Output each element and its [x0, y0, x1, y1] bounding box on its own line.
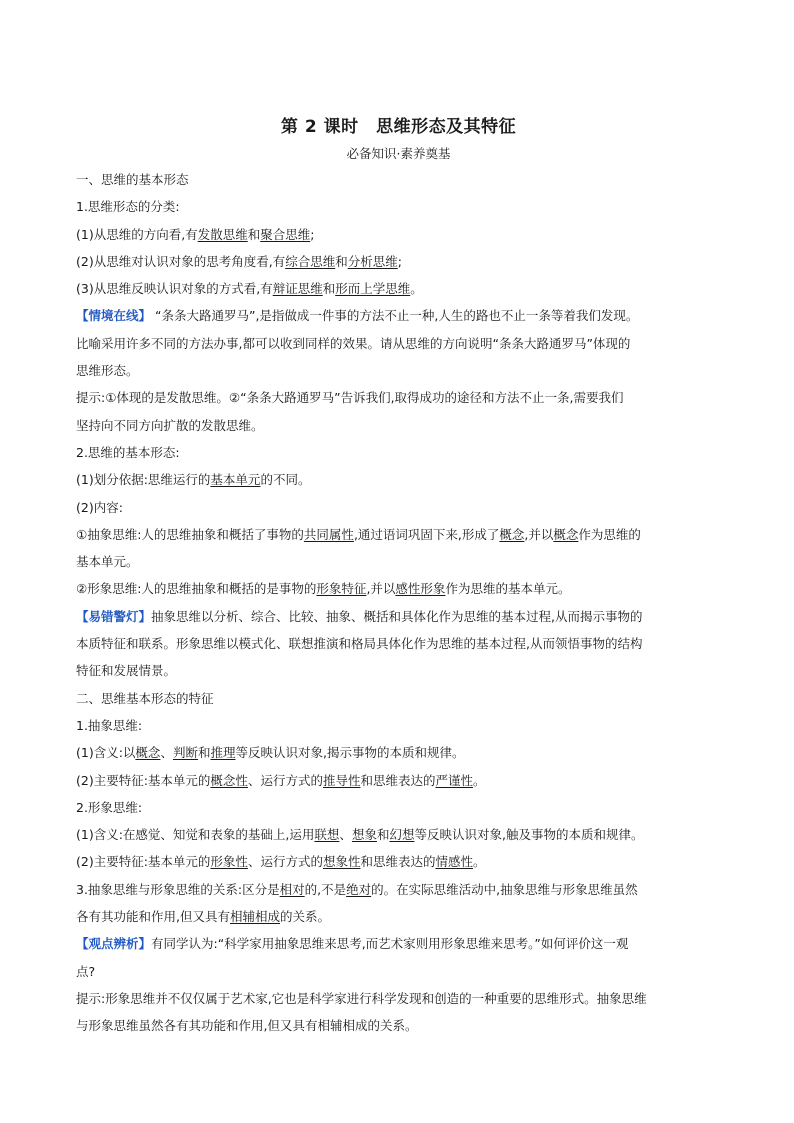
text-segment: 和思维表达的	[360, 854, 436, 870]
underlined-term: 想象性	[322, 854, 361, 870]
text-segment: 、	[339, 827, 352, 843]
text-segment: (1)划分依据:思维运行的	[76, 472, 211, 488]
text-segment: 一、思维的基本形态	[76, 172, 189, 187]
text-segment: 抽象思维以分析、综合、比较、抽象、概括和具体化作为思维的基本过程,从而揭示事物的	[151, 608, 643, 624]
text-segment: 比喻采用许多不同的方法办事,都可以收到同样的效果。请从思维的方向说明“条条大路通罗马”体现的	[76, 335, 631, 351]
text-line	[76, 767, 721, 794]
text-segment: (2)主要特征:基本单元的	[76, 854, 211, 870]
text-segment: 与形象思维虽然各有其功能和作用,但又具有相辅相成的关系。	[76, 1018, 418, 1034]
text-line	[76, 193, 721, 220]
underlined-term: 形象特征	[316, 581, 367, 597]
text-line	[76, 657, 721, 684]
text-segment: 、运行方式的	[247, 772, 323, 788]
text-segment: 2.形象思维:	[76, 799, 143, 815]
text-line	[76, 412, 721, 439]
text-segment: 二、思维基本形态的特征	[76, 690, 214, 706]
underlined-term: 概念	[553, 526, 579, 542]
text-segment: 、运行方式的	[247, 854, 323, 870]
text-line	[76, 712, 721, 739]
text-line	[76, 302, 721, 329]
callout-tag: 【观点辨析】	[76, 936, 152, 952]
text-segment: 的。在实际思维活动中,抽象思维与形象思维虽然	[371, 881, 638, 897]
underlined-term: 形而上学思维	[335, 281, 411, 297]
text-segment: 坚持向不同方向扩散的发散思维。	[76, 417, 264, 433]
text-segment: (1)从思维的方向看,有	[76, 226, 198, 242]
text-segment: 。	[473, 772, 486, 788]
text-segment: 各有其功能和作用,但又具有	[76, 909, 230, 925]
text-segment: “条条大路通罗马”,是指做成一件事的方法不止一种,人生的路也不止一条等着我们发现。	[151, 308, 639, 324]
text-line	[76, 494, 721, 521]
text-line	[76, 275, 721, 302]
text-segment: 提示:①体现的是发散思维。②“条条大路通罗马”告诉我们,取得成功的途径和方法不止一条,需要我们	[76, 390, 624, 406]
text-segment: 基本单元。	[76, 554, 139, 570]
text-line	[76, 221, 721, 248]
text-segment: 2.思维的基本形态:	[76, 444, 180, 460]
underlined-term: 绝对	[346, 881, 372, 897]
text-line	[76, 739, 721, 766]
text-segment: 。	[410, 281, 423, 297]
text-segment: ①抽象思维:人的思维抽象和概括了事物的	[76, 526, 304, 542]
callout-tag: 【情境在线】	[76, 308, 152, 324]
text-segment: (1)含义:在感觉、知觉和表象的基础上,运用	[76, 827, 315, 843]
text-line	[76, 958, 721, 985]
text-line	[76, 630, 721, 657]
text-line	[76, 575, 721, 602]
text-line	[76, 685, 721, 712]
text-segment: 1.抽象思维:	[76, 717, 143, 733]
text-line	[76, 821, 721, 848]
text-line	[76, 466, 721, 493]
text-segment: 和	[322, 281, 336, 297]
underlined-term: 概念性	[210, 772, 248, 788]
underlined-term: 严谨性	[435, 772, 473, 788]
text-line	[76, 794, 721, 821]
text-line	[76, 357, 721, 384]
underlined-term: 基本单元	[210, 472, 261, 488]
underlined-term: 共同属性	[303, 526, 354, 542]
text-line	[76, 876, 721, 903]
text-line	[76, 603, 721, 630]
underlined-term: 相对	[279, 881, 305, 897]
text-segment: 3.抽象思维与形象思维的关系:区分是	[76, 881, 280, 897]
underlined-term: 概念	[135, 745, 161, 761]
underlined-term: 相辅相成	[229, 909, 280, 925]
underlined-term: 发散思维	[197, 226, 248, 242]
text-segment: 点?	[76, 963, 96, 979]
underlined-term: 感性形象	[395, 581, 446, 597]
text-segment: ,并以	[366, 581, 396, 597]
text-segment: 的关系。	[280, 909, 331, 925]
text-segment: 提示:形象思维并不仅仅属于艺术家,它也是科学家进行科学发现和创造的一种重要的思维形式。抽象思维	[76, 990, 647, 1006]
text-line	[76, 521, 721, 548]
underlined-term: 形象性	[210, 854, 248, 870]
callout-tag: 【易错警灯】	[76, 608, 152, 624]
underlined-term: 聚合思维	[260, 226, 311, 242]
text-segment: (3)从思维反映认识对象的方式看,有	[76, 281, 273, 297]
text-segment: 等反映认识对象,触及事物的本质和规律。	[414, 827, 644, 843]
text-line	[76, 248, 721, 275]
lesson-title: 第 2 课时 思维形态及其特征	[280, 117, 517, 137]
underlined-term: 概念	[499, 526, 525, 542]
document-page	[76, 112, 721, 1040]
text-segment: 思维形态。	[76, 363, 139, 379]
text-segment: ,通过语词巩固下来,形成了	[353, 526, 500, 542]
text-line	[76, 1012, 721, 1039]
text-segment: 作为思维的基本单元。	[445, 581, 571, 597]
underlined-term: 想象	[351, 827, 377, 843]
text-line	[76, 330, 721, 357]
text-segment: 和思维表达的	[360, 772, 436, 788]
text-segment: 和	[376, 827, 390, 843]
text-segment: 和	[335, 253, 348, 269]
text-segment: (1)含义:以	[76, 745, 136, 761]
text-segment: (2)内容:	[76, 499, 123, 515]
text-line	[76, 384, 721, 411]
underlined-term: 联想	[314, 827, 340, 843]
underlined-term: 推理	[210, 745, 236, 761]
text-segment: 的,不是	[304, 881, 347, 897]
text-line	[76, 903, 721, 930]
text-segment: 。	[473, 854, 486, 870]
text-segment: (2)主要特征:基本单元的	[76, 772, 211, 788]
text-segment: ;	[310, 226, 315, 242]
text-line	[76, 548, 721, 575]
text-segment: 、	[160, 745, 173, 761]
underlined-term: 情感性	[435, 854, 473, 870]
underlined-term: 辩证思维	[272, 281, 323, 297]
text-segment: 的不同。	[260, 472, 311, 488]
underlined-term: 推导性	[322, 772, 361, 788]
text-line	[76, 166, 721, 193]
text-segment: 等反映认识对象,揭示事物的本质和规律。	[235, 745, 465, 761]
text-segment: 作为思维的	[578, 526, 641, 542]
text-segment: (2)从思维对认识对象的思考角度看,有	[76, 253, 286, 269]
text-segment: 特征和发展情景。	[76, 663, 177, 679]
text-segment: 1.思维形态的分类:	[76, 199, 180, 215]
text-segment: 和	[247, 226, 261, 242]
text-line	[76, 848, 721, 875]
document-body	[76, 166, 721, 1040]
text-segment: 有同学认为:“科学家用抽象思维来思考,而艺术家则用形象思维来思考。”如何评价这一观	[151, 936, 629, 952]
text-segment: ;	[397, 253, 402, 269]
text-segment: ②形象思维:人的思维抽象和概括的是事物的	[76, 581, 317, 597]
underlined-term: 分析思维	[347, 253, 398, 269]
text-line	[76, 439, 721, 466]
text-line	[76, 985, 721, 1012]
text-segment: 和	[197, 745, 211, 761]
underlined-term: 判断	[172, 745, 198, 761]
section-subtitle: 必备知识·素养奠基	[346, 146, 451, 161]
underlined-term: 综合思维	[285, 253, 336, 269]
underlined-term: 幻想	[389, 827, 415, 843]
text-segment: ,并以	[524, 526, 554, 542]
text-line	[76, 930, 721, 957]
text-segment: 本质特征和联系。形象思维以模式化、联想推演和格局具体化作为思维的基本过程,从而领悟事物的结构	[76, 636, 643, 652]
